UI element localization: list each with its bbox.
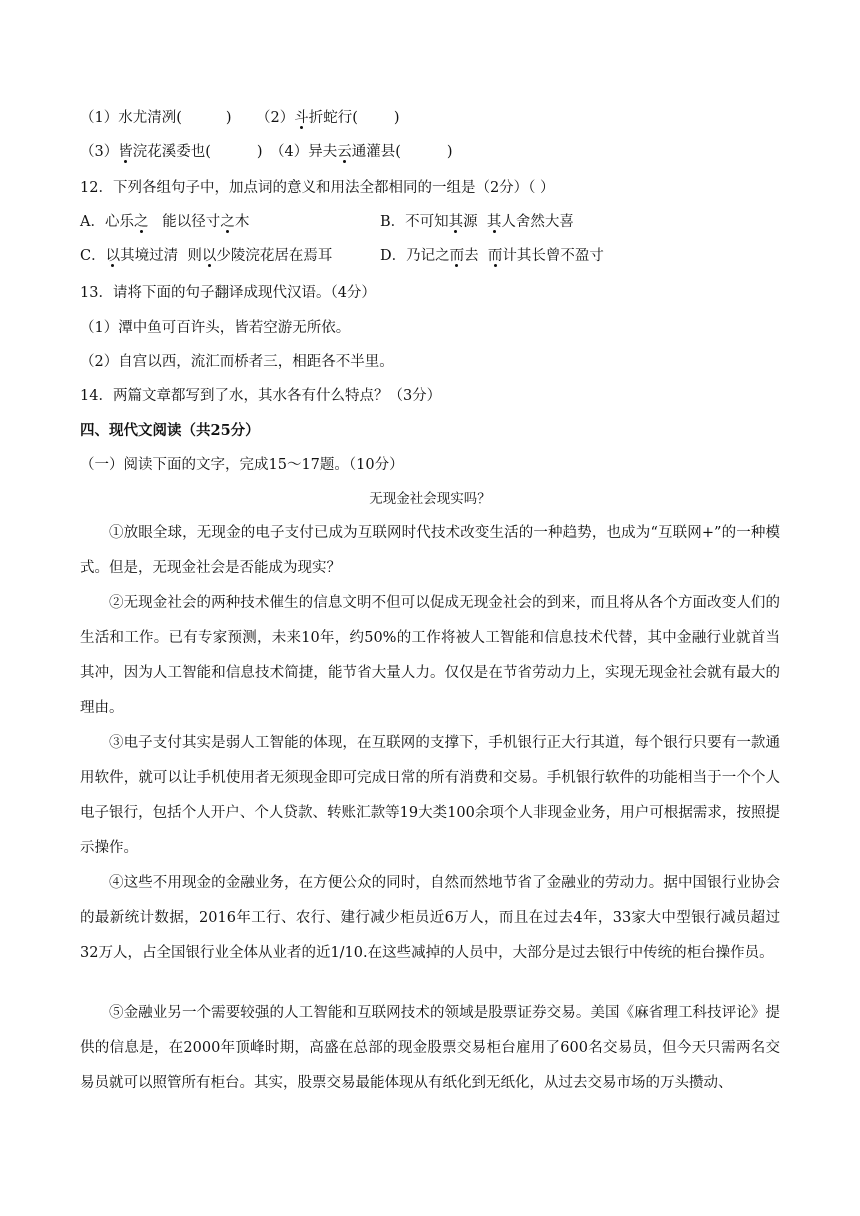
q12-option-b: B．不可知其源 其人舍然大喜 [380,214,574,230]
q12-option-a: A．心乐之 能以径寸之木 [80,214,250,230]
q14-stem: 14．两篇文章都写到了水，其水各有什么特点？（3分） [80,388,442,404]
q11-item-1: （1）水尤清冽( ) [80,110,232,126]
q11-item-3: （3）皆浣花溪委也( ) [80,144,263,160]
subsection-instruction: （一）阅读下面的文字，完成15～17题。（10分） [80,457,404,473]
q12-row-ab [80,212,860,232]
q13-sentence-1: （1）潭中鱼可百许头，皆若空游无所依。 [80,320,351,336]
article-paragraph-1: ①放眼全球，无现金的电子支付已成为互联网时代技术改变生活的一种趋势，也成为“互联网+”的一种模式。但是，无现金社会是否能成为现实？ [80,525,780,576]
article-title: 无现金社会现实吗？ [369,491,491,507]
section-heading: 四、现代文阅读（共25分） [80,422,260,439]
q11-item-2: （2）斗折蛇行( ) [256,110,400,126]
q11-row-2 [80,142,860,162]
article-paragraph-5: ⑤金融业另一个需要较强的人工智能和互联网技术的领域是股票证券交易。美国《麻省理工科技评论》提供的信息是，在2000年顶峰时期，高盛在总部的现金股票交易柜台雇用了600名交易员，但今天只需两名交易员就可以照管所有柜台。其实，股票交易最能体现从有纸化到无纸化，从过去交易市场的万头攒动、 [80,1005,780,1091]
q11-row-1 [80,108,860,128]
q12-stem: 12．下列各组句子中，加点词的意义和用法全都相同的一组是（2分）（ ） [80,180,555,196]
q12-option-c: C．以其境过清 则以少陵浣花居在焉耳 [80,248,333,264]
article-paragraph-2: ②无现金社会的两种技术催生的信息文明不但可以促成无现金社会的到来，而且将从各个方面改变人们的生活和工作。已有专家预测，未来10年，约50%的工作将被人工智能和信息技术代替，其中金融行业就首当其冲，因为人工智能和信息技术简捷，能节省大量人力。仅仅是在节省劳动力上，实现无现金社会就有最大的理由。 [80,595,780,716]
q11-item-4: （4）异夫云通灌县( ) [270,144,453,160]
article-paragraph-3: ③电子支付其实是弱人工智能的体现，在互联网的支撑下，手机银行正大行其道，每个银行只要有一款通用软件，就可以让手机使用者无须现金即可完成日常的所有消费和交易。手机银行软件的功能相当于一个个人电子银行，包括个人开户、个人贷款、转账汇款等19大类100余项个人非现金业务，用户可根据需求，按照提示操作。 [80,735,780,856]
q13-stem: 13．请将下面的句子翻译成现代汉语。（4分） [80,285,376,301]
q13-sentence-2: （2）自宫以西，流汇而桥者三，相距各不半里。 [80,354,394,370]
article-paragraph-4: ④这些不用现金的金融业务，在方便公众的同时，自然而然地节省了金融业的劳动力。据中国银行业协会的最新统计数据，2016年工行、农行、建行减少柜员近6万人，而且在过去4年，33家大中型银行减员超过32万人，占全国银行业全体从业者的近1/10.在这些减掉的人员中，大部分是过去银行中传统的柜台操作员。 [80,875,780,961]
q12-option-d: D．乃记之而去 而计其长曾不盈寸 [380,248,604,264]
q12-row-cd [80,246,860,266]
